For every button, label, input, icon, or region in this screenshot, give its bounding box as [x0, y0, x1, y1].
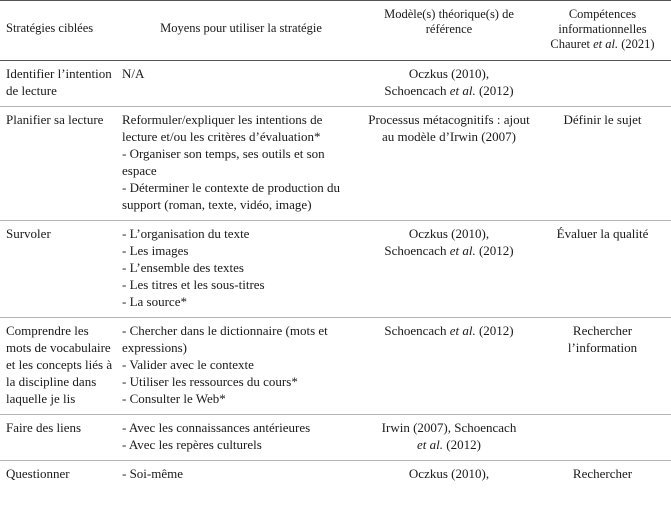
table-row — [0, 61, 671, 107]
means-cell — [118, 61, 364, 107]
model-line — [368, 242, 530, 259]
model-text: (2012) — [475, 83, 514, 98]
means-item: - Utiliser les ressources du cours* — [122, 374, 298, 389]
model-text: Oczkus (2010), — [408, 466, 490, 481]
model-line — [368, 82, 530, 99]
model-text: Schoencach — [384, 83, 450, 98]
competence-cell: Rechercher — [572, 466, 633, 481]
means-cell — [118, 461, 364, 490]
model-text: (2012) — [443, 437, 481, 452]
table-body — [0, 61, 671, 490]
model-etal: et al. — [449, 243, 476, 258]
means-item: N/A — [122, 66, 145, 81]
means-item: - Chercher dans le dictionnaire (mots et expressions) — [122, 323, 328, 355]
means-cell — [118, 107, 364, 221]
means-cell — [118, 221, 364, 318]
model-text: Schoencach — [384, 243, 450, 258]
model-line — [368, 322, 530, 339]
model-text: Irwin (2007), Schoencach — [381, 420, 517, 435]
means-item: - Les titres et les sous-titres — [122, 277, 265, 292]
header-competences — [534, 1, 671, 61]
model-text: Processus métacognitifs : ajout au modèle d’Irwin (2007) — [368, 112, 530, 144]
means-cell — [118, 415, 364, 461]
header-strategies: Stratégies ciblées — [0, 1, 118, 61]
means-item: - Déterminer le contexte de production du support (roman, texte, vidéo, image) — [122, 180, 341, 212]
model-text: (2012) — [475, 323, 514, 338]
strategy-cell: Faire des liens — [0, 415, 118, 461]
means-item: - Avec les repères culturels — [122, 437, 262, 452]
model-etal: et al. — [417, 437, 444, 452]
model-line — [368, 225, 530, 242]
strategy-cell: Identifier l’intention de lecture — [0, 61, 118, 107]
competence-cell: Rechercher l’information — [534, 318, 671, 415]
header-competences-etal: et al. — [593, 37, 619, 51]
model-line — [368, 465, 530, 482]
header-competences-label: Compétences informationnelles — [558, 7, 647, 36]
means-cell — [118, 318, 364, 415]
model-line — [368, 419, 530, 436]
means-item: - La source* — [122, 294, 187, 309]
model-etal: et al. — [449, 83, 476, 98]
header-competences-author: Chauret — [550, 37, 594, 51]
model-cell — [364, 318, 534, 415]
model-text: (2012) — [475, 243, 514, 258]
model-text: Oczkus (2010), — [408, 66, 490, 81]
model-cell — [364, 461, 534, 490]
table-row — [0, 221, 671, 318]
means-item: - Consulter le Web* — [122, 391, 226, 406]
model-line — [368, 436, 530, 453]
header-competences-year: (2021) — [618, 37, 655, 51]
strategy-cell: Survoler — [0, 221, 118, 318]
strategy-cell: Questionner — [6, 466, 70, 481]
header-row — [0, 1, 671, 61]
model-cell — [364, 221, 534, 318]
model-etal: et al. — [449, 323, 476, 338]
means-item: - Les images — [122, 243, 189, 258]
header-models: Modèle(s) théorique(s) de référence — [364, 1, 534, 61]
model-line — [368, 65, 530, 82]
competence-cell — [534, 415, 671, 461]
competence-cell — [534, 61, 671, 107]
means-item: - Organiser son temps, ses outils et son espace — [122, 146, 325, 178]
means-item: - Avec les connaissances antérieures — [122, 420, 311, 435]
model-text: Schoencach — [384, 323, 450, 338]
table-row — [0, 415, 671, 461]
table-row — [0, 461, 671, 490]
model-cell — [364, 61, 534, 107]
model-cell — [364, 107, 534, 221]
header-means: Moyens pour utiliser la stratégie — [118, 1, 364, 61]
means-item: - L’ensemble des textes — [122, 260, 244, 275]
means-item: - Soi-même — [122, 466, 184, 481]
table-row — [0, 318, 671, 415]
model-text: Oczkus (2010), — [408, 226, 490, 241]
competence-cell: Définir le sujet — [534, 107, 671, 221]
means-item: - L’organisation du texte — [122, 226, 250, 241]
means-item: Reformuler/expliquer les intentions de lecture et/ou les critères d’évaluation* — [122, 112, 323, 144]
model-line — [368, 111, 530, 145]
means-item: - Valider avec le contexte — [122, 357, 254, 372]
strategy-cell: Planifier sa lecture — [0, 107, 118, 221]
table-row — [0, 107, 671, 221]
strategy-cell: Comprendre les mots de vocabulaire et les concepts liés à la discipline dans laquelle je lis — [0, 318, 118, 415]
model-cell — [364, 415, 534, 461]
competence-cell: Évaluer la qualité — [534, 221, 671, 318]
